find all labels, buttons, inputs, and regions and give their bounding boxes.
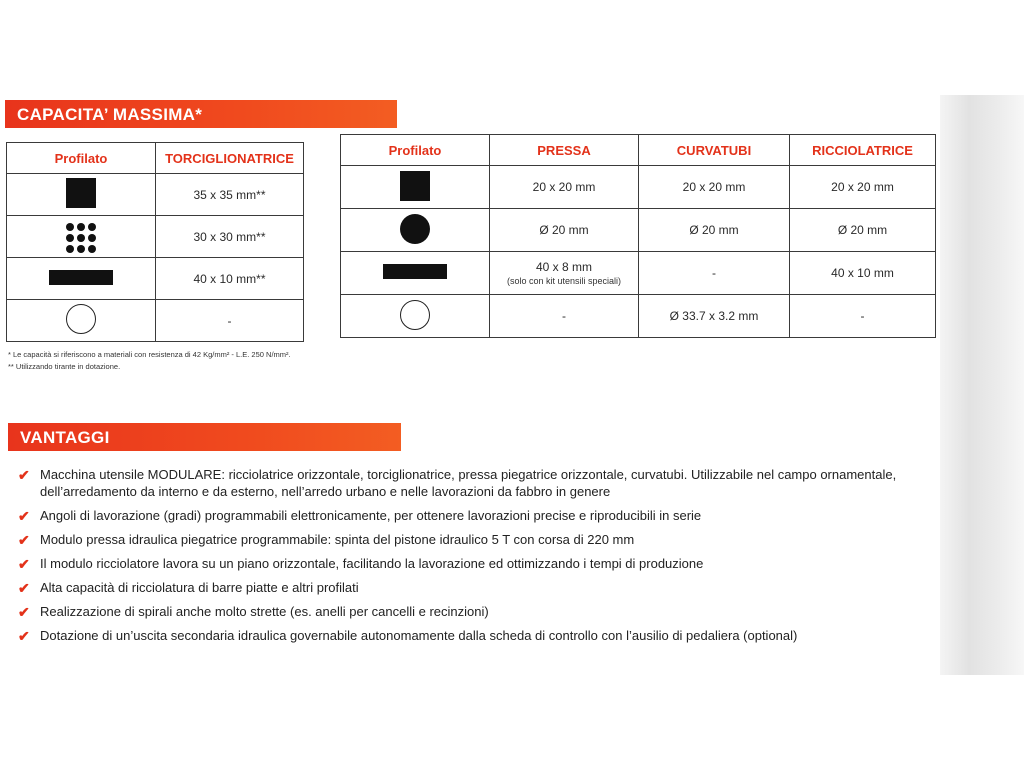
pressa-cell: - bbox=[490, 295, 639, 338]
capacita-title: CAPACITA’ MASSIMA* bbox=[17, 105, 203, 124]
list-item-text: Il modulo ricciolatore lavora su un piano orizzontale, facilitando la lavorazione ed ottimizzando i tempi di produzione bbox=[40, 556, 704, 571]
list-item-text: Angoli di lavorazione (gradi) programmabili elettronicamente, per ottenere lavorazioni precise e riproducibili in serie bbox=[40, 508, 702, 523]
curvatubi-cell: Ø 33.7 x 3.2 mm bbox=[639, 295, 790, 338]
tube-icon bbox=[66, 304, 96, 334]
check-icon: ✔ bbox=[18, 532, 30, 548]
pressa-cell bbox=[490, 252, 639, 295]
flat-bar-icon bbox=[383, 264, 447, 279]
profile-cell bbox=[7, 216, 156, 258]
pressa-note: (solo con kit utensili speciali) bbox=[506, 276, 622, 286]
torciglionatrice-table bbox=[6, 142, 304, 342]
header-curvatubi: CURVATUBI bbox=[639, 135, 790, 166]
pressa-value: 40 x 8 mm bbox=[535, 260, 592, 274]
check-icon: ✔ bbox=[18, 556, 30, 572]
ricciolatrice-cell: 20 x 20 mm bbox=[790, 166, 936, 209]
ricciolatrice-cell: - bbox=[790, 295, 936, 338]
square-bar-icon bbox=[66, 178, 96, 208]
table-header-row bbox=[341, 135, 936, 166]
curvatubi-cell: - bbox=[639, 252, 790, 295]
profile-cell bbox=[7, 300, 156, 342]
list-item bbox=[18, 555, 938, 572]
profile-cell bbox=[341, 209, 490, 252]
check-icon: ✔ bbox=[18, 628, 30, 644]
ricciolatrice-cell: 40 x 10 mm bbox=[790, 252, 936, 295]
list-item bbox=[18, 466, 938, 500]
value-cell: - bbox=[156, 300, 304, 342]
list-item bbox=[18, 603, 938, 620]
header-pressa: PRESSA bbox=[490, 135, 639, 166]
profile-cell bbox=[7, 174, 156, 216]
footnote-1: * Le capacità si riferiscono a materiali con resistenza di 42 Kg/mm² - L.E. 250 N/mm². bbox=[8, 350, 291, 359]
list-item bbox=[18, 627, 938, 644]
ricciolatrice-cell: Ø 20 mm bbox=[790, 209, 936, 252]
header-torciglionatrice: TORCIGLIONATRICE bbox=[156, 143, 304, 174]
table-row bbox=[7, 216, 304, 258]
list-item-text: Alta capacità di ricciolatura di barre piatte e altri profilati bbox=[40, 580, 359, 595]
pressa-cell: Ø 20 mm bbox=[490, 209, 639, 252]
profile-cell bbox=[7, 258, 156, 300]
value-cell: 35 x 35 mm** bbox=[156, 174, 304, 216]
check-icon: ✔ bbox=[18, 508, 30, 524]
profile-cell bbox=[341, 166, 490, 209]
square-bar-icon bbox=[400, 171, 430, 201]
list-item bbox=[18, 579, 938, 596]
tube-icon bbox=[400, 300, 430, 330]
value-cell: 40 x 10 mm** bbox=[156, 258, 304, 300]
table-row bbox=[7, 258, 304, 300]
table-row bbox=[7, 174, 304, 216]
pressa-cell: 20 x 20 mm bbox=[490, 166, 639, 209]
vantaggi-title: VANTAGGI bbox=[20, 428, 110, 447]
header-profilato: Profilato bbox=[341, 135, 490, 166]
list-item-text: Modulo pressa idraulica piegatrice programmabile: spinta del pistone idraulico 5 T con corsa di 220 mm bbox=[40, 532, 635, 547]
table-row bbox=[341, 209, 936, 252]
vantaggi-banner bbox=[8, 423, 401, 451]
footnote-2: ** Utilizzando tirante in dotazione. bbox=[8, 362, 121, 371]
table-row bbox=[341, 166, 936, 209]
profile-cell bbox=[341, 252, 490, 295]
list-item bbox=[18, 531, 938, 548]
profile-cell bbox=[341, 295, 490, 338]
table-row bbox=[341, 295, 936, 338]
list-item bbox=[18, 507, 938, 524]
flat-bar-icon bbox=[49, 270, 113, 285]
pressa-curvatubi-table bbox=[340, 134, 936, 338]
vantaggi-list bbox=[18, 466, 938, 651]
table-row bbox=[7, 300, 304, 342]
header-ricciolatrice: RICCIOLATRICE bbox=[790, 135, 936, 166]
table-row bbox=[341, 252, 936, 295]
round-bar-icon bbox=[400, 214, 430, 244]
value-cell: 30 x 30 mm** bbox=[156, 216, 304, 258]
page-edge-shadow bbox=[940, 95, 1024, 675]
capacita-banner bbox=[5, 100, 397, 128]
list-item-text: Dotazione di un’uscita secondaria idraulica governabile autonomamente dalla scheda di controllo con l’ausilio di pedaliera (optional) bbox=[40, 628, 798, 643]
curvatubi-cell: 20 x 20 mm bbox=[639, 166, 790, 209]
list-item-text: Macchina utensile MODULARE: ricciolatrice orizzontale, torciglionatrice, pressa piegatrice orizzontale, curvatubi. Utilizzabile nel campo ornamentale, dell’arredamento da interno e da esterno, nell’arredo urbano e nelle lavorazioni da fabbro in genere bbox=[40, 467, 897, 499]
check-icon: ✔ bbox=[18, 604, 30, 620]
check-icon: ✔ bbox=[18, 580, 30, 596]
multi-wire-icon bbox=[66, 223, 96, 253]
header-profilato: Profilato bbox=[7, 143, 156, 174]
list-item-text: Realizzazione di spirali anche molto strette (es. anelli per cancelli e recinzioni) bbox=[40, 604, 489, 619]
table-header-row bbox=[7, 143, 304, 174]
check-icon: ✔ bbox=[18, 467, 30, 483]
curvatubi-cell: Ø 20 mm bbox=[639, 209, 790, 252]
